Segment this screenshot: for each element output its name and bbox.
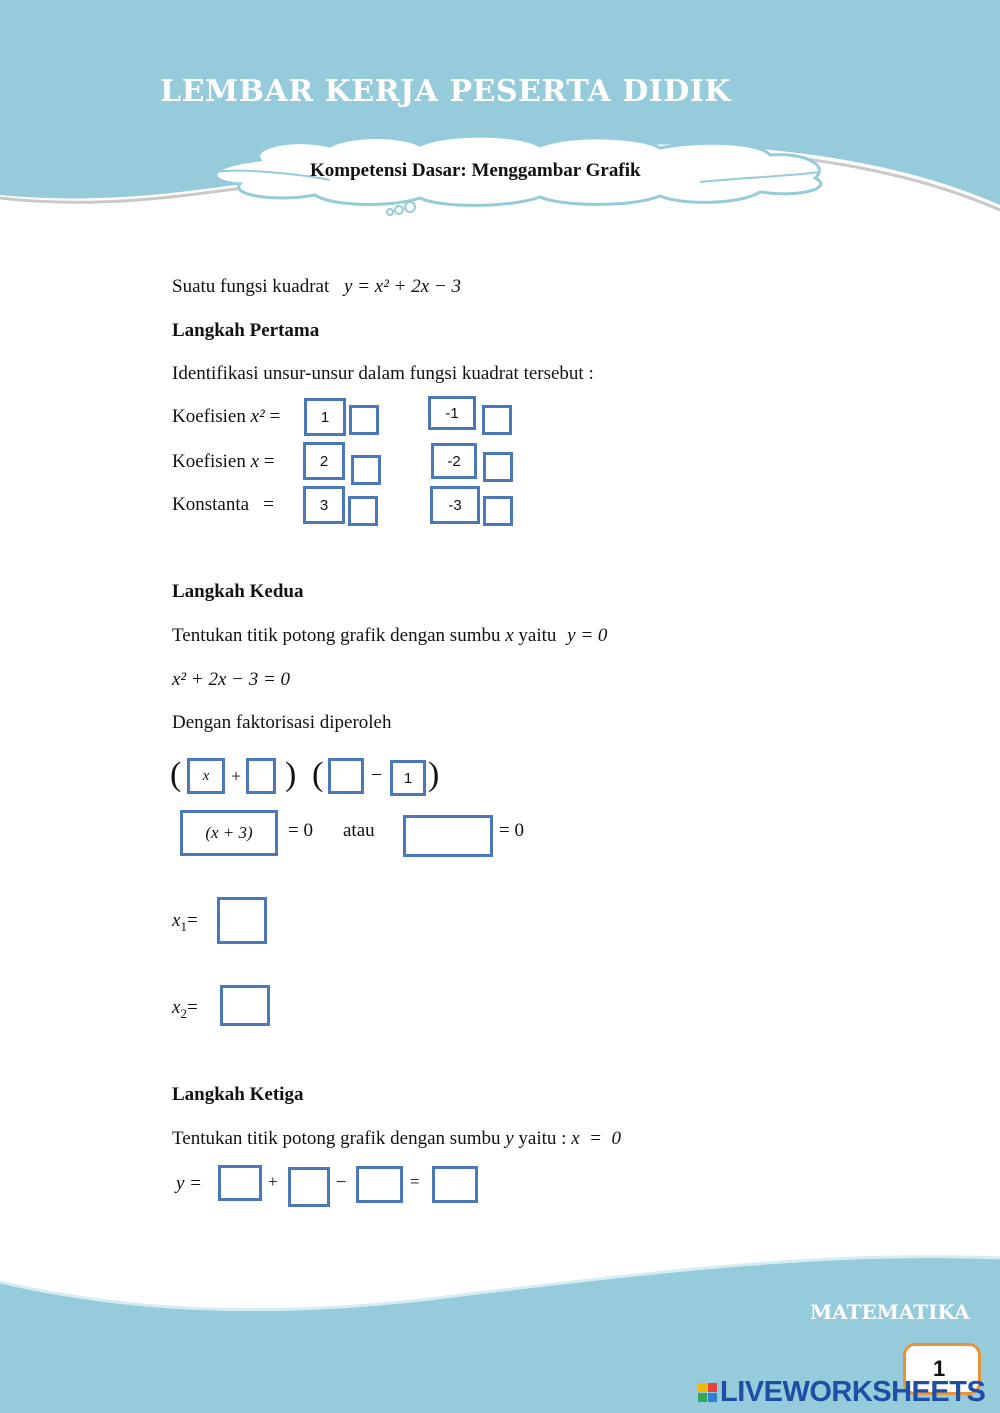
step1-heading: Langkah Pertama [172,320,320,341]
x2-label-var: x [172,997,181,1018]
coef-x2-label [172,406,280,428]
intro-equation: y = x² + 2x − 3 [344,276,461,297]
step2-instruction-var: x [505,625,514,646]
factor-box-4[interactable]: 1 [390,760,426,796]
step2-heading: Langkah Kedua [172,581,304,602]
root-eq-zero-1: = 0 [288,820,313,841]
coef-x2-label-post: = [264,406,281,427]
page-title: LEMBAR KERJA PESERTA DIDIK [160,74,731,109]
liveworksheets-logo[interactable] [698,1378,985,1407]
y-equals: = [410,1172,420,1191]
coef-x-label-post: = [259,451,275,472]
y-box-3[interactable] [356,1166,403,1203]
step2-instruction-cond: y = 0 [567,625,608,646]
step3-heading: Langkah Ketiga [172,1084,304,1105]
constant-option-a[interactable]: 3 [303,486,345,524]
coef-x-label-pre: Koefisien [172,451,251,472]
y-result-box[interactable] [432,1166,478,1203]
x2-label-equals: = [186,997,198,1018]
factorization-text: Dengan faktorisasi diperoleh [172,712,392,733]
coef-x-answer-b[interactable] [483,452,513,482]
factor-open-paren-1: ( [170,756,182,793]
y-minus: − [336,1172,347,1193]
step2-instruction [172,625,607,647]
root-factor-box-1[interactable]: (x + 3) [180,810,278,856]
x1-label-equals: = [186,910,198,931]
factor-box-3[interactable] [328,758,364,794]
factor-minus: − [371,764,383,786]
root-factor-box-2[interactable] [403,815,493,857]
y-box-1[interactable] [218,1165,262,1201]
liveworksheets-mark-icon [698,1383,717,1402]
step3-instruction-var: y [505,1128,514,1149]
liveworksheets-brand: LIVEWORKSHEETS [720,1376,986,1408]
constant-answer-a[interactable] [348,496,378,526]
y-plus: + [268,1172,278,1191]
step3-instruction-pre: Tentukan titik potong grafik dengan sumbu [172,1128,501,1149]
competency-subtitle: Kompetensi Dasar: Menggambar Grafik [310,160,641,181]
constant-label-post: = [249,494,275,515]
intro-prefix: Suatu fungsi kuadrat [172,276,330,297]
factor-close-paren-1: ) [285,756,297,793]
step3-instruction-cond: x = 0 [571,1128,621,1149]
coef-x-option-b[interactable]: -2 [431,443,477,479]
coef-x2-label-math: x² [250,406,265,427]
coef-x-label-math: x [250,451,260,472]
step2-instruction-mid: yaitu [518,625,557,646]
x2-answer-box[interactable] [220,985,270,1026]
coef-x2-label-pre: Koefisien [172,406,251,427]
page-number: 1 [933,1356,946,1381]
root-eq-zero-2: = 0 [499,820,524,841]
coef-x2-option-a[interactable]: 1 [304,398,346,436]
coef-x2-answer-b[interactable] [482,405,512,435]
constant-label-pre: Konstanta [172,494,250,515]
intro-line [172,276,461,298]
y-box-2[interactable] [288,1167,330,1207]
step3-instruction [172,1128,621,1150]
factor-box-1[interactable]: x [187,758,225,794]
x1-label [172,910,198,935]
coef-x2-option-b[interactable]: -1 [428,396,476,430]
x2-label-sub: 2 [180,1005,187,1021]
subject-label: MATEMATIKA [810,1300,970,1324]
coef-x2-answer-a[interactable] [349,405,379,435]
factor-box-2[interactable] [246,758,276,794]
step1-instruction: Identifikasi unsur-unsur dalam fungsi kuadrat tersebut : [172,363,594,384]
constant-label [172,494,274,516]
step2-equation: x² + 2x − 3 = 0 [172,669,291,690]
x1-label-sub: 1 [180,918,187,934]
x1-answer-box[interactable] [217,897,267,944]
coef-x-answer-a[interactable] [351,455,381,485]
x1-label-var: x [172,910,181,931]
y-label: y = [176,1173,203,1194]
factor-plus: + [231,766,242,786]
factor-close-paren-2: ) [428,756,440,793]
constant-option-b[interactable]: -3 [430,486,480,524]
x2-label [172,997,198,1022]
constant-answer-b[interactable] [483,496,513,526]
factor-open-paren-2: ( [312,756,324,793]
coef-x-label [172,451,275,473]
step2-instruction-pre: Tentukan titik potong grafik dengan sumbu [172,625,501,646]
root-atau: atau [343,820,375,841]
step3-instruction-mid: yaitu : [518,1128,567,1149]
coef-x-option-a[interactable]: 2 [303,442,345,480]
